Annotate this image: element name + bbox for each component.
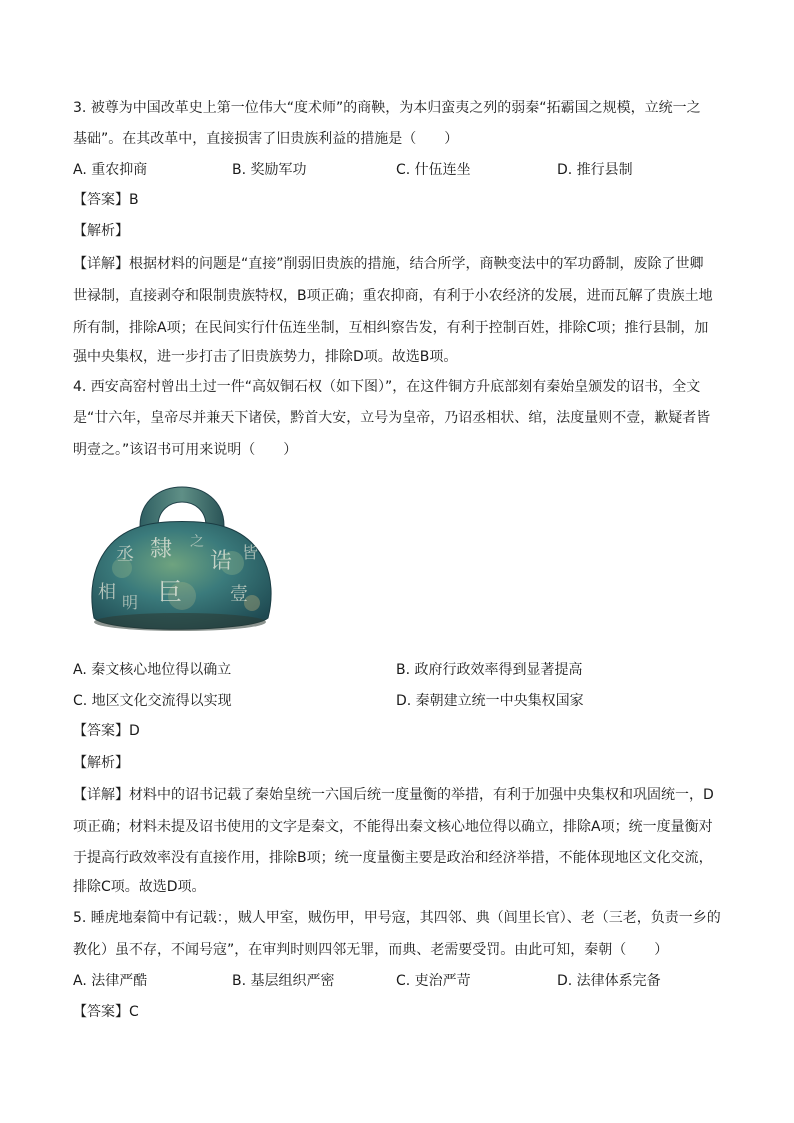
q3-detail-line-3: 所有制，排除A项；在民间实行什伍连坐制，互相纠察告发，有利于控制百姓，排除C项；推行县制，加 bbox=[73, 320, 709, 336]
q5-option-b: B. 基层组织严密 bbox=[232, 973, 335, 989]
q3-option-b: B. 奖励军功 bbox=[232, 162, 307, 178]
q4-stem-line-2: 是“廿六年，皇帝尽并兼天下诸侯，黔首大安，立号为皇帝，乃诏丞相状、绾，法度量则不壹，歉疑者皆 bbox=[73, 410, 711, 426]
q4-detail-line-2: 项正确；材料未提及诏书使用的文字是秦文，不能得出秦文核心地位得以确立，排除A项；统一度量衡对 bbox=[73, 819, 713, 835]
inscription-char: 壹 bbox=[230, 584, 248, 605]
q5-option-a: A. 法律严酷 bbox=[73, 973, 148, 989]
q3-detail-line-4: 强中央集权，进一步打击了旧贵族势力，排除D项。故选B项。 bbox=[73, 349, 458, 365]
inscription-char: 诰 bbox=[210, 549, 233, 574]
q4-analysis-heading: 【解析】 bbox=[73, 755, 129, 771]
q4-option-b: B. 政府行政效率得到显著提高 bbox=[396, 662, 583, 678]
inscription-char: 丞 bbox=[116, 544, 134, 565]
q3-detail-line-1: 【详解】根据材料的问题是“直接”削弱旧贵族的措施，结合所学，商鞅变法中的军功爵制，废除了世卿 bbox=[73, 256, 704, 272]
q5-stem-line-2: 教化）虽不存，不闻号寇”，在审判时则四邻无罪，而典、老需要受罚。由此可知，秦朝（ ） bbox=[73, 942, 669, 958]
q3-stem-line-2: 基础”。在其改革中，直接损害了旧贵族利益的措施是（ ） bbox=[73, 131, 459, 147]
q5-option-d: D. 法律体系完备 bbox=[557, 973, 661, 989]
q3-analysis-heading: 【解析】 bbox=[73, 223, 129, 239]
inscription-char: 皆 bbox=[242, 543, 259, 562]
inscription-char: 明 bbox=[122, 593, 139, 612]
q4-stem-line-3: 明壹之。”该诏书可用来说明（ ） bbox=[73, 442, 298, 458]
q4-detail-line-1: 【详解】材料中的诏书记载了秦始皇统一六国后统一度量衡的举措，有利于加强中央集权和巩固统一，D bbox=[73, 787, 714, 803]
q5-answer: 【答案】C bbox=[73, 1004, 139, 1020]
q4-stem-line-1: 4. 西安高窑村曾出土过一件“高奴铜石权（如下图）”，在这件铜方升底部刻有秦始皇颁发的诏书，全文 bbox=[73, 379, 701, 395]
q5-stem-line-1: 5. 睡虎地秦简中有记载：，贼人甲室，贼伤甲，甲号寇，其四邻、典（闾里长官）、老（三老，负责一乡的 bbox=[73, 910, 721, 926]
q3-detail-line-2: 世禄制，直接剥夺和限制贵族特权，B项正确；重农抑商，有利于小农经济的发展，进而瓦解了贵族土地 bbox=[73, 288, 713, 304]
q3-option-a: A. 重农抑商 bbox=[73, 162, 148, 178]
q4-detail-line-4: 排除C项。故选D项。 bbox=[73, 879, 206, 895]
bronze-weight-illustration bbox=[82, 468, 274, 640]
q5-option-c: C. 吏治严苛 bbox=[396, 973, 471, 989]
q4-option-c: C. 地区文化交流得以实现 bbox=[73, 693, 232, 709]
q4-detail-line-3: 于提高行政效率没有直接作用，排除B项；统一度量衡主要是政治和经济举措，不能体现地区文化交流， bbox=[73, 850, 713, 866]
q4-answer: 【答案】D bbox=[73, 723, 140, 739]
bronze-weight-image bbox=[82, 468, 274, 640]
q3-answer: 【答案】B bbox=[73, 192, 139, 208]
q3-stem-line-1: 3. 被尊为中国改革史上第一位伟大“度术师”的商鞅，为本归蛮夷之列的弱秦“拓霸国之规模，立统一之 bbox=[73, 100, 701, 116]
q4-option-a: A. 秦文核心地位得以确立 bbox=[73, 662, 232, 678]
inscription-char: 之 bbox=[190, 534, 204, 550]
q3-option-c: C. 什伍连坐 bbox=[396, 162, 471, 178]
q3-option-d: D. 推行县制 bbox=[557, 162, 633, 178]
inscription-char: 隸 bbox=[150, 537, 173, 562]
inscription-char: 巨 bbox=[158, 578, 182, 606]
inscription-char: 相 bbox=[98, 582, 116, 603]
q4-option-d: D. 秦朝建立统一中央集权国家 bbox=[396, 693, 584, 709]
